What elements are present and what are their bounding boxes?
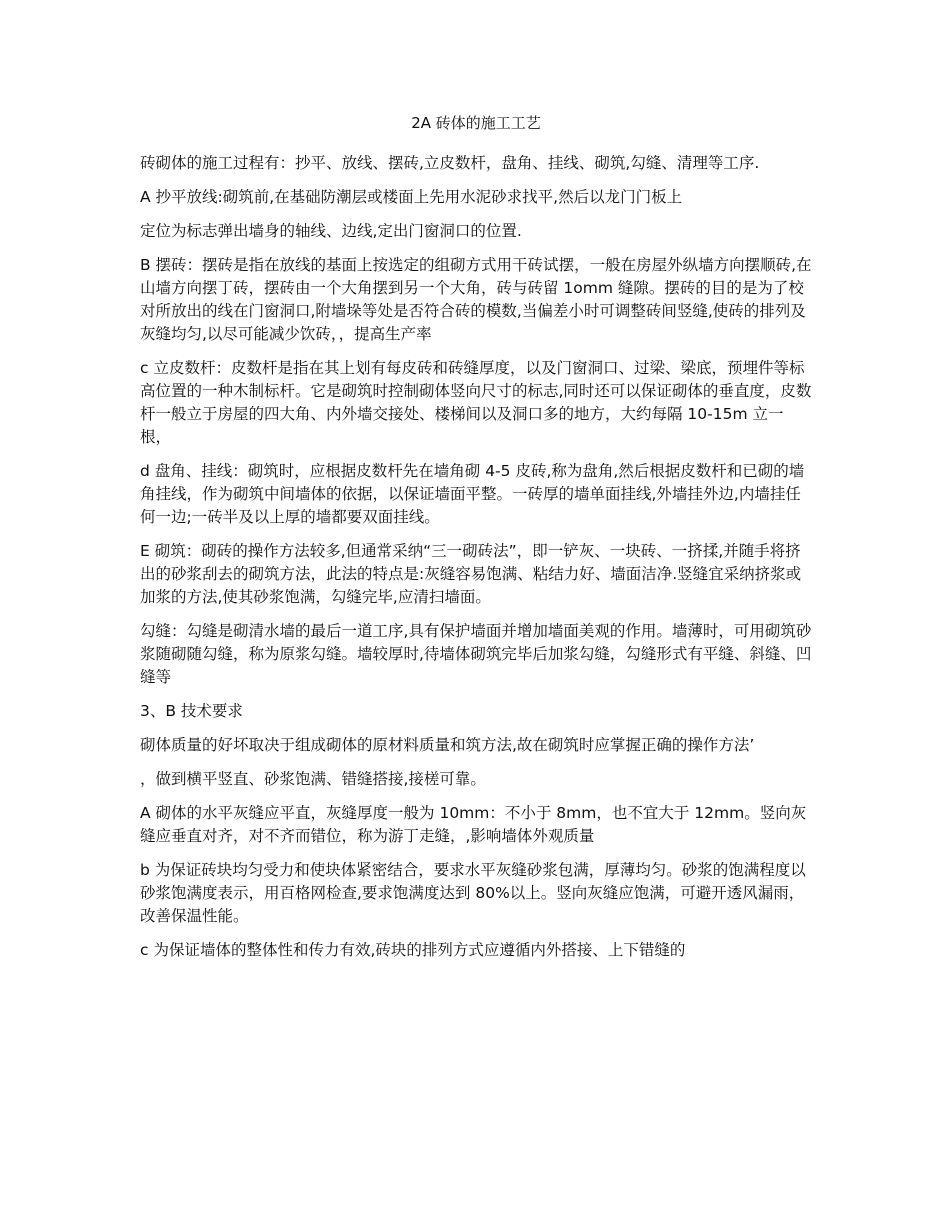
paragraph-horizontal-joints: A 砌体的水平灰缝应平直，灰缝厚度一般为 10mm：不小于 8mm，也不宜大于 12mm。竖向灰缝应垂直对齐，对不齐而错位，称为游丁走缝，,影响墙体外观质量 xyxy=(140,804,807,845)
paragraph-mortar-fullness: b 为保证砖块均匀受力和使块体紧密结合，要求水平灰缝砂浆包满，厚薄均匀。砂浆的饱满程度以砂浆饱满度表示，用百格网检查,要求饱满度达到 80%以上。竖向灰缝应饱满，可避开透风漏雨，改善保温性能。 xyxy=(140,861,806,925)
paragraph-process-overview: 砖砌体的施工过程有：抄平、放线、摆砖,立皮数杆，盘角、挂线、砌筑,勾缝、清理等工序. xyxy=(140,154,760,172)
paragraph-masonry-quality: 砌体质量的好坏取决于组成砌体的原材料质量和筑方法,故在砌筑时应掌握正确的操作方法’ xyxy=(140,736,755,754)
paragraph-pointing: 勾缝：勾缝是砌清水墙的最后一道工序,具有保护墙面并增加墙面美观的作用。墙薄时，可用砌筑砂浆随砌随勾缝，称为原浆勾缝。墙较厚时,待墙体砌筑完毕后加浆勾缝，勾缝形式有平缝、斜缝、凹缝等 xyxy=(140,622,812,686)
paragraph-bricklaying: E 砌筑：砌砖的操作方法较多,但通常采纳“三一砌砖法”，即一铲灰、一块砖、一挤揉,并随手将挤出的砂浆刮去的砌筑方法，此法的特点是:灰缝容易饱满、粘结力好、墙面洁净.竖缝宜采纳挤浆或加浆的方法,使其砂浆饱满，勾缝完毕,应清扫墙面。 xyxy=(140,542,802,606)
paragraph-brick-arrangement: B 摆砖：摆砖是指在放线的基面上按选定的组砌方式用干砖试摆，一般在房屋外纵墙方向摆顺砖,在山墙方向摆丁砖，摆砖由一个大角摆到另一个大角，砖与砖留 1omm 缝隙。摆砖的目的是为了校对所放出的线在门窗洞口,附墙垛等处是否符合砖的模数,当偏差小时可调整砖间竖缝,使砖的排列及灰缝均匀,以尽可能减少饮砖，，提高生产率 xyxy=(140,256,812,343)
section-heading-technical-requirements: 3、B 技术要求 xyxy=(140,702,243,720)
paragraph-bonding: c 为保证墙体的整体性和传力有效,砖块的排列方式应遵循内外搭接、上下错缝的 xyxy=(140,941,686,959)
paragraph-leveling-layout: A 抄平放线:砌筑前,在基础防潮层或楼面上先用水泥砂求找平,然后以龙门门板上 xyxy=(140,188,683,206)
paragraph-requirements-summary: ，做到横平竖直、砂浆饱满、错缝搭接,接槎可靠。 xyxy=(140,770,486,788)
paragraph-story-pole: c 立皮数杆：皮数杆是指在其上划有每皮砖和砖缝厚度，以及门窗洞口、过梁、梁底，预埋件等标高位置的一种木制标杆。它是砌筑时控制砌体竖向尺寸的标志,同时还可以保证砌体的垂直度，皮数杆一般立于房屋的四大角、内外墙交接处、楼梯间以及洞口多的地方，大约每隔 10-15m 立一根， xyxy=(140,359,812,446)
document-title: 2A 砖体的施工工艺 xyxy=(411,114,541,132)
paragraph-corner-line: d 盘角、挂线：砌筑时，应根据皮数杆先在墙角砌 4-5 皮砖,称为盘角,然后根据皮数杆和已砌的墙角挂线，作为砌筑中间墙体的依据，以保证墙面平整。一砖厚的墙单面挂线,外墙挂外边,内墙挂任何一边;一砖半及以上厚的墙都要双面挂线。 xyxy=(140,462,805,526)
paragraph-positioning: 定位为标志弹出墙身的轴线、边线,定出门窗洞口的位置. xyxy=(140,222,522,240)
